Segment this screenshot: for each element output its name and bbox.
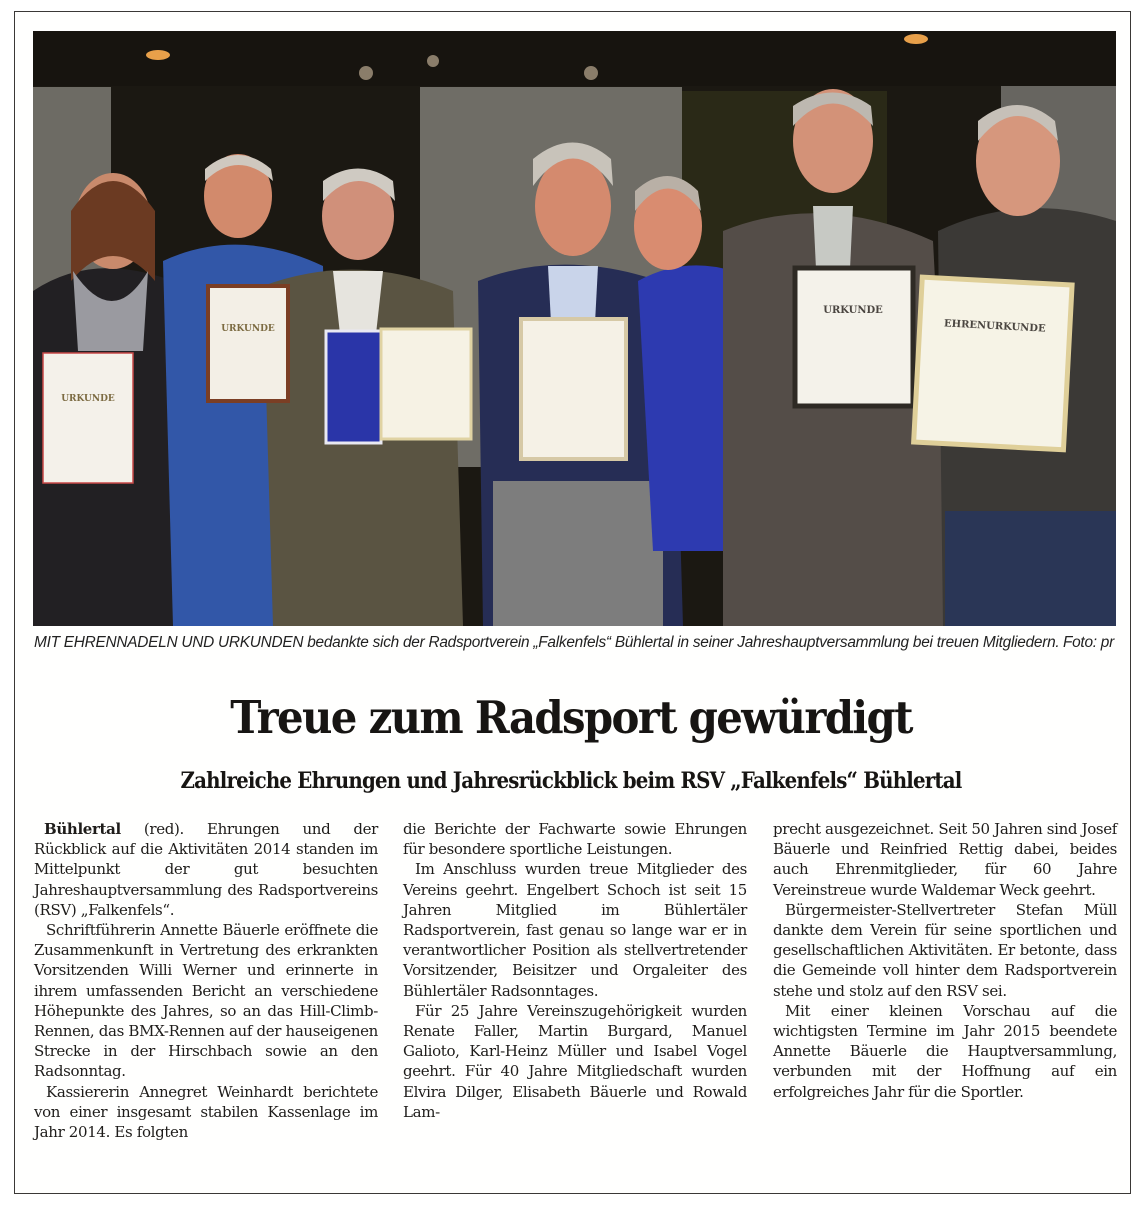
certificate-4 bbox=[521, 319, 626, 459]
spotlight bbox=[427, 55, 439, 67]
article-paragraph: Schriftführerin Annette Bäuerle eröffnete die Zusammenkunft in Vertretung des erkrankten Vorsitzenden Willi Werner und erinnerte in ihrem umfassenden Bericht an verschiedene Höhepunkte des Jahres, so an das Hill-Climb-Rennen, das BMX-Rennen auf der hauseigenen Strecke in der Hirschbach sowie an den Radsonntag. bbox=[34, 921, 378, 1081]
photo-credit: Foto: pr bbox=[1062, 634, 1114, 651]
svg-text:URKUNDE: URKUNDE bbox=[221, 324, 275, 334]
article-paragraph: Bürgermeister-Stellvertreter Stefan Müll dankte dem Verein für seine sportlichen und gesellschaftlichen Aktivitäten. Er betonte, dass die Gemeinde voll hinter dem Radsportverein stehe und stolz auf den RSV sei. bbox=[773, 900, 1117, 1000]
article-column-3 bbox=[773, 819, 1117, 1102]
paragraph-text: (red). Ehrungen und der Rückblick auf die Aktivitäten 2014 standen im Mittelpunkt der gut besuchten Jahreshauptversammlung des Radsportvereins (RSV) „Falkenfels“. bbox=[34, 820, 378, 919]
article-paragraph: Kassiererin Annegret Weinhardt berichtete von einer insgesamt stabilen Kassenlage im Jahr 2014. Es folgten bbox=[34, 1082, 378, 1142]
svg-text:URKUNDE: URKUNDE bbox=[61, 394, 115, 404]
certificate-3 bbox=[381, 329, 471, 439]
svg-text:URKUNDE: URKUNDE bbox=[823, 305, 883, 316]
article-paragraph: die Berichte der Fachwarte sowie Ehrungen für besondere sportliche Leistungen. bbox=[403, 820, 747, 859]
article-paragraph: Für 25 Jahre Vereinszugehörigkeit wurden Renate Faller, Martin Burgard, Manuel Galioto, Karl-Heinz Müller und Isabel Vogel geehrt. Für 40 Jahre Mitgliedschaft wurden Elvira Dilger, Elisabeth Bäuerle und Rowald Lam- bbox=[403, 1001, 747, 1121]
certificate-5 bbox=[795, 268, 913, 406]
subheadline: Zahlreiche Ehrungen und Jahresrückblick beim RSV „Falkenfels“ Bühlertal bbox=[180, 768, 962, 794]
caption-text: bedankte sich der Radsportverein „Falkenfels“ Bühlertal in seiner Jahreshauptversammlung bei treuen Mitgliedern. bbox=[303, 634, 1060, 651]
article-paragraph: precht ausgezeichnet. Seit 50 Jahren sind Josef Bäuerle und Reinfried Rettig dabei, beides auch Ehrenmitglieder, für 60 Jahre Vereinstreue wurde Waldemar Weck geehrt. bbox=[773, 820, 1117, 899]
spotlight bbox=[584, 66, 598, 80]
article-column-1 bbox=[34, 819, 378, 1142]
certificate-6 bbox=[914, 277, 1072, 450]
article-paragraph bbox=[34, 819, 378, 920]
photo-caption bbox=[34, 633, 1114, 652]
dateline: Bühlertal bbox=[44, 820, 121, 838]
ceiling bbox=[33, 31, 1116, 86]
spotlight bbox=[359, 66, 373, 80]
article-photo bbox=[33, 31, 1116, 626]
article-paragraph: Mit einer kleinen Vorschau auf die wichtigsten Termine im Jahr 2015 beendete Annette Bäuerle die Hauptversammlung, verbunden mit der Hoffnung auf ein erfolgreiches Jahr für die Sportler. bbox=[773, 1001, 1117, 1101]
article-column-2 bbox=[403, 819, 747, 1122]
certificate-2 bbox=[208, 286, 288, 401]
caption-lead: MIT EHRENNADELN UND URKUNDEN bbox=[34, 634, 304, 651]
group-photo-illustration bbox=[33, 31, 1116, 626]
ceiling-light bbox=[146, 50, 170, 60]
medal-case bbox=[326, 331, 381, 443]
headline: Treue zum Radsport gewürdigt bbox=[230, 691, 912, 744]
svg-text:EHRENURKUNDE: EHRENURKUNDE bbox=[943, 318, 1046, 335]
ceiling-light bbox=[904, 34, 928, 44]
certificate-1 bbox=[43, 353, 133, 483]
article-paragraph: Im Anschluss wurden treue Mitglieder des Vereins geehrt. Engelbert Schoch ist seit 15 Jahren Mitglied im Bühlertäler Radsportverein, fast genau so lange war er in verantwortlicher Position als stellvertretender Vorsitzender, Beisitzer und Orgaleiter des Bühlertäler Radsonntages. bbox=[403, 860, 747, 1000]
